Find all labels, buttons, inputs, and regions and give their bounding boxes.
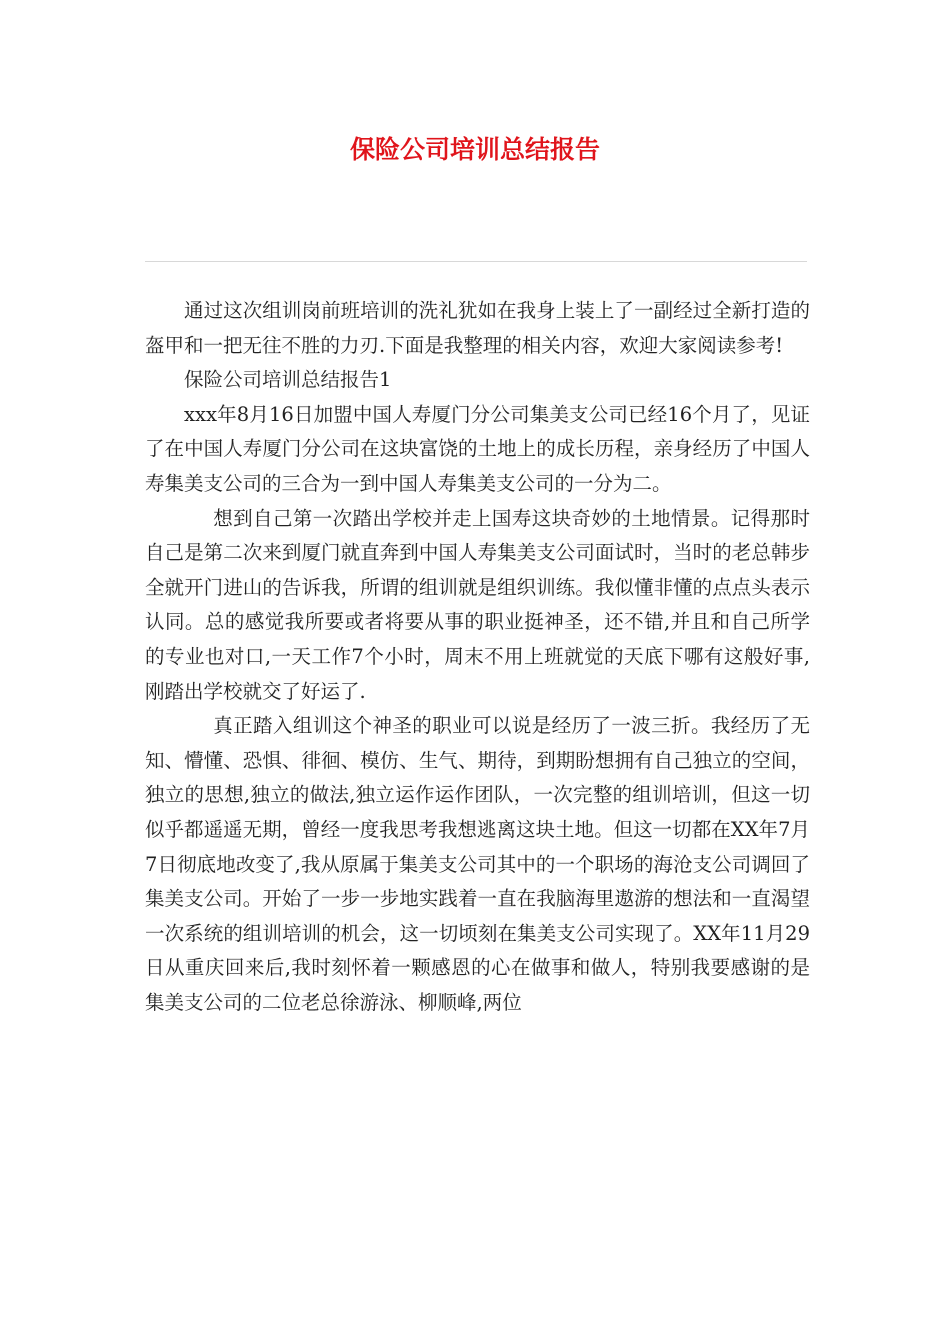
body-paragraph: xxx年8月16日加盟中国人寿厦门分公司集美支公司已经16个月了，见证了在中国人寿厦门分公司在这块富饶的土地上的成长历程，亲身经历了中国人寿集美支公司的三合为一到中国人寿集美支公司的一分为二。 bbox=[145, 402, 810, 495]
intro-paragraph: 通过这次组训岗前班培训的洗礼犹如在我身上装上了一副经过全新打造的盔甲和一把无往不胜的力刃.下面是我整理的相关内容，欢迎大家阅读参考! bbox=[145, 299, 810, 357]
title-divider bbox=[145, 261, 807, 262]
section-heading: 保险公司培训总结报告1 bbox=[184, 368, 392, 392]
body-paragraph: 想到自己第一次踏出学校并走上国寿这块奇妙的土地情景。记得那时自己是第二次来到厦门就直奔到中国人寿集美支公司面试时，当时的老总韩步全就开门进山的告诉我，所谓的组训就是组织训练。我似懂非懂的点点头表示认同。总的感觉我所要或者将要从事的职业挺神圣，还不错,并且和自己所学的专业也对口,一天工作7个小时，周末不用上班就觉的天底下哪有这般好事,刚踏出学校就交了好运了. bbox=[145, 506, 810, 703]
body-paragraph: 真正踏入组训这个神圣的职业可以说是经历了一波三折。我经历了无知、懵懂、恐惧、徘徊、模仿、生气、期待，到期盼想拥有自己独立的空间，独立的思想,独立的做法,独立运作运作团队，一次完整的组训培训，但这一切似乎都遥遥无期，曾经一度我思考我想逃离这块土地。但这一切都在XX年7月7日彻底地改变了,我从原属于集美支公司其中的一个职场的海沧支公司调回了集美支公司。开始了一步一步地实践着一直在我脑海里遨游的想法和一直渴望一次系统的组训培训的机会，这一切顷刻在集美支公司实现了。XX年11月29日从重庆回来后,我时刻怀着一颗感恩的心在做事和做人，特别我要感谢的是集美支公司的二位老总徐游泳、柳顺峰,两位 bbox=[145, 714, 810, 1014]
document-title: 保险公司培训总结报告 bbox=[349, 135, 600, 164]
document-body bbox=[145, 294, 810, 1020]
